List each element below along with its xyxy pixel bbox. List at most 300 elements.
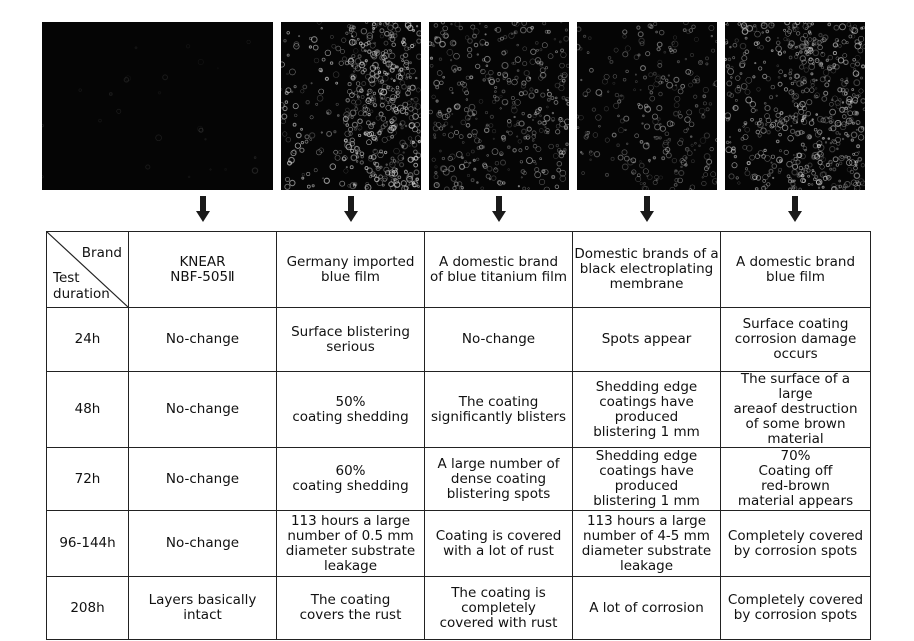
speckle: [355, 58, 361, 64]
speckle: [370, 124, 373, 127]
speckle: [851, 139, 853, 141]
speckle: [745, 168, 747, 170]
speckle: [491, 176, 496, 181]
speckle: [542, 43, 547, 48]
speckle: [863, 108, 865, 111]
speckle: [530, 59, 536, 65]
speckle: [842, 138, 844, 140]
speckle: [822, 97, 827, 102]
speckle: [791, 82, 794, 85]
speckle: [393, 160, 396, 163]
speckle: [508, 131, 512, 135]
speckle: [782, 125, 788, 131]
table-row: [47, 448, 871, 511]
speckle: [829, 102, 833, 106]
speckle: [811, 73, 813, 75]
speckle: [686, 70, 691, 75]
speckle: [345, 131, 351, 137]
speckle: [842, 40, 846, 44]
speckle: [384, 41, 388, 45]
speckle: [285, 177, 289, 181]
speckle: [485, 111, 488, 114]
speckle: [789, 72, 792, 75]
speckle: [703, 87, 708, 92]
speckle: [362, 82, 366, 86]
speckle: [806, 53, 809, 56]
speckle: [840, 24, 846, 30]
speckle: [393, 22, 396, 24]
speckle: [310, 116, 313, 119]
speckle: [794, 80, 796, 82]
speckle: [409, 145, 411, 147]
speckle: [763, 74, 767, 78]
speckle: [636, 176, 641, 181]
speckle: [771, 85, 775, 89]
speckle: [771, 155, 774, 158]
speckle: [659, 176, 662, 179]
speckle: [835, 65, 840, 70]
speckle: [520, 161, 523, 164]
speckle: [507, 78, 511, 82]
down-arrow-icon: [344, 196, 358, 224]
speckle: [327, 132, 332, 137]
speckle: [522, 81, 526, 85]
speckle: [495, 91, 497, 93]
speckle: [794, 113, 798, 117]
speckle: [295, 143, 300, 148]
speckle: [849, 105, 852, 108]
speckle: [350, 166, 353, 169]
speckle: [698, 60, 702, 64]
speckle: [293, 123, 296, 126]
speckle: [479, 23, 480, 24]
speckle: [360, 161, 363, 164]
speckle: [704, 173, 708, 177]
speckle: [679, 171, 684, 176]
speckle: [557, 162, 562, 167]
speckle: [285, 91, 288, 94]
speckle: [816, 80, 817, 81]
speckle: [539, 129, 543, 133]
speckle: [487, 155, 489, 157]
speckle: [527, 158, 533, 164]
speckle: [815, 88, 817, 90]
table-row: [47, 308, 871, 372]
speckle: [443, 125, 445, 127]
speckle: [855, 164, 857, 166]
speckle: [561, 22, 562, 23]
speckle: [667, 82, 673, 88]
speckle: [365, 22, 368, 23]
speckle: [558, 76, 562, 80]
speckle: [852, 122, 854, 124]
speckle: [852, 89, 854, 91]
speckle: [294, 86, 296, 88]
speckle: [42, 175, 43, 178]
speckle: [434, 24, 438, 28]
speckle: [660, 126, 665, 131]
speckle: [588, 37, 591, 40]
speckle: [564, 119, 569, 125]
speckle: [773, 177, 774, 178]
speckle: [334, 150, 338, 154]
speckle: [285, 101, 288, 104]
speckle: [604, 107, 608, 111]
table-row: [47, 372, 871, 448]
speckle: [830, 147, 835, 152]
speckle: [657, 106, 662, 111]
speckle: [674, 111, 679, 116]
speckle: [858, 135, 864, 141]
speckle: [582, 153, 583, 154]
speckle: [351, 155, 357, 161]
speckle: [531, 27, 534, 30]
speckle: [640, 89, 641, 90]
speckle: [302, 177, 304, 179]
speckle: [846, 160, 852, 166]
speckle: [734, 156, 736, 158]
speckle: [556, 124, 560, 128]
speckle: [712, 49, 715, 52]
speckle: [117, 109, 121, 113]
speckle: [807, 169, 810, 172]
speckle: [316, 103, 318, 105]
speckle: [441, 31, 445, 35]
speckle: [358, 134, 360, 136]
speckle: [408, 86, 410, 88]
speckle: [796, 22, 800, 25]
speckle: [615, 93, 619, 97]
speckle: [792, 180, 794, 182]
speckle: [429, 110, 433, 114]
speckle: [357, 95, 358, 96]
speckle: [765, 114, 770, 119]
speckle: [301, 141, 303, 143]
speckle: [99, 119, 102, 122]
speckle: [305, 140, 308, 143]
speckle: [285, 184, 290, 189]
speckle: [444, 34, 448, 38]
speckle: [653, 119, 659, 125]
speckle: [614, 103, 619, 108]
speckle: [776, 95, 777, 96]
speckle: [839, 162, 842, 165]
speckle: [346, 144, 352, 150]
speckle: [561, 52, 567, 58]
speckle: [548, 54, 553, 59]
speckle: [502, 99, 508, 105]
speckle: [373, 28, 375, 30]
speckle: [411, 99, 412, 100]
speckle: [404, 53, 408, 57]
speckle: [466, 153, 469, 156]
speckle: [414, 150, 418, 154]
result-cell: 60% coating shedding: [277, 448, 425, 511]
speckle: [198, 59, 203, 64]
speckle: [806, 111, 811, 116]
speckle: [789, 90, 794, 95]
speckle: [469, 104, 475, 110]
speckle: [847, 167, 852, 172]
speckle: [386, 164, 387, 165]
speckle: [528, 188, 530, 190]
speckle: [706, 108, 709, 111]
speckle: [793, 187, 795, 189]
speckle: [764, 102, 766, 104]
speckle: [650, 91, 653, 94]
speckle: [509, 33, 515, 39]
speckle: [587, 52, 589, 54]
speckle: [579, 47, 582, 50]
speckle: [820, 165, 825, 170]
speckle: [778, 52, 781, 55]
speckle: [779, 150, 781, 152]
speckle: [342, 157, 346, 161]
speckle: [830, 168, 832, 170]
speckle: [854, 166, 858, 170]
speckle: [486, 65, 488, 67]
brand-header-knear: KNEAR NBF-505Ⅱ: [129, 232, 277, 308]
speckle: [648, 85, 653, 90]
speckle: [792, 170, 797, 175]
speckle: [379, 23, 381, 25]
speckle: [540, 158, 542, 160]
speckle: [801, 45, 805, 49]
speckle: [291, 151, 296, 156]
speckle: [366, 186, 369, 189]
speckle: [641, 66, 646, 71]
speckle: [368, 113, 370, 115]
speckle: [385, 31, 390, 36]
speckle: [340, 49, 344, 53]
speckle: [764, 155, 770, 161]
result-cell: Shedding edge coatings have produced blistering 1 mm: [573, 372, 721, 448]
speckle: [706, 63, 708, 65]
speckle: [417, 39, 421, 43]
duration-cell: 208h: [47, 577, 129, 640]
speckle: [529, 93, 534, 98]
speckle: [785, 22, 790, 25]
speckle: [289, 69, 295, 75]
speckle: [730, 77, 732, 79]
speckle: [453, 186, 456, 189]
speckle: [813, 50, 819, 56]
speckle: [351, 76, 354, 79]
corner-brand-label: Brand: [81, 245, 122, 261]
speckle: [811, 23, 813, 25]
speckle: [695, 142, 697, 144]
speckle: [791, 125, 792, 126]
speckle: [808, 175, 810, 177]
speckle: [664, 51, 666, 53]
speckle: [389, 128, 390, 129]
speckle: [365, 167, 368, 170]
speckle: [566, 143, 568, 145]
speckle: [380, 35, 383, 38]
speckle: [361, 156, 363, 158]
speckle: [346, 124, 349, 127]
speckle: [643, 186, 648, 190]
speckle: [523, 62, 527, 66]
duration-cell: 48h: [47, 372, 129, 448]
speckle: [554, 101, 558, 105]
speckle: [434, 122, 437, 125]
speckle: [678, 89, 683, 94]
speckle: [556, 51, 558, 53]
speckle: [799, 109, 804, 114]
speckle: [654, 22, 657, 25]
duration-cell: 96-144h: [47, 511, 129, 577]
speckle: [644, 124, 649, 129]
speckle: [124, 78, 128, 82]
speckle: [766, 30, 769, 33]
speckle: [471, 150, 474, 153]
speckle: [810, 88, 815, 93]
speckle: [163, 75, 168, 80]
speckle: [678, 111, 680, 113]
speckle: [379, 112, 383, 116]
corner-header-cell: [47, 232, 129, 308]
speckle: [670, 187, 675, 190]
speckle: [703, 95, 706, 98]
speckle: [355, 128, 357, 130]
speckle: [843, 53, 847, 57]
speckle: [547, 89, 548, 90]
speckle: [566, 99, 567, 100]
speckle: [706, 57, 709, 60]
speckle: [789, 56, 792, 59]
speckle: [587, 89, 591, 93]
speckle: [336, 103, 338, 105]
speckle: [799, 166, 802, 169]
speckle: [485, 42, 488, 45]
speckle: [330, 35, 333, 38]
speckle: [402, 41, 405, 44]
speckle: [644, 183, 646, 185]
speckle: [552, 176, 555, 179]
speckle: [660, 123, 662, 125]
speckle: [729, 136, 731, 138]
speckle: [352, 100, 356, 104]
speckle: [396, 92, 397, 93]
speckle: [348, 83, 351, 86]
speckle: [833, 43, 837, 47]
speckle: [300, 148, 304, 152]
speckle: [763, 174, 769, 180]
result-cell: No-change: [425, 308, 573, 372]
down-arrow-icon: [788, 196, 802, 224]
speckle: [767, 131, 770, 134]
speckle: [413, 109, 418, 114]
speckle: [848, 111, 853, 116]
speckle: [694, 95, 697, 98]
speckle: [351, 149, 354, 152]
speckle: [811, 184, 813, 186]
speckle: [812, 169, 814, 171]
speckle: [544, 115, 550, 121]
speckle: [778, 76, 780, 78]
speckle: [649, 159, 651, 161]
sample-photo-4: [577, 22, 717, 190]
speckle: [470, 162, 471, 163]
speckle: [361, 95, 364, 98]
speckle: [685, 157, 686, 158]
speckle: [647, 175, 652, 180]
speckle: [386, 97, 390, 101]
speckle: [534, 135, 535, 136]
speckle: [836, 57, 839, 60]
speckle: [512, 101, 515, 104]
speckle: [740, 43, 746, 49]
speckle: [344, 139, 347, 142]
speckle: [406, 113, 408, 115]
speckle: [644, 76, 647, 79]
speckle: [388, 38, 389, 39]
speckle: [527, 127, 531, 131]
speckle: [338, 115, 340, 117]
speckle: [372, 174, 375, 177]
speckle: [755, 154, 760, 159]
speckle: [522, 22, 527, 25]
speckle: [353, 49, 358, 54]
speckle: [482, 59, 484, 61]
speckle: [440, 81, 444, 85]
speckle: [606, 173, 609, 176]
speckle: [787, 39, 789, 41]
speckle: [541, 93, 545, 97]
speckle: [674, 184, 677, 187]
speckle: [437, 71, 442, 76]
speckle: [830, 109, 836, 115]
speckle: [618, 100, 621, 103]
speckle: [674, 49, 677, 52]
speckle: [339, 61, 343, 65]
speckle: [349, 127, 353, 131]
speckle: [547, 98, 550, 101]
speckle: [618, 128, 623, 133]
speckle: [824, 91, 828, 95]
speckle: [851, 132, 857, 138]
speckle: [381, 116, 386, 121]
speckle: [611, 157, 614, 160]
speckle: [622, 164, 628, 170]
speckle: [677, 61, 679, 63]
speckle: [726, 147, 732, 153]
speckle: [404, 67, 407, 70]
speckle: [359, 150, 361, 152]
speckle: [458, 67, 461, 70]
speckle: [858, 158, 862, 162]
speckle: [468, 134, 472, 138]
speckle: [355, 105, 357, 107]
speckle: [819, 34, 822, 37]
speckle: [511, 107, 517, 113]
speckle: [522, 129, 527, 134]
speckle: [435, 166, 437, 168]
speckle: [755, 62, 756, 63]
speckle: [502, 90, 505, 93]
speckle: [614, 48, 618, 52]
speckle: [433, 126, 438, 131]
speckle: [345, 142, 351, 148]
speckle: [846, 42, 848, 44]
speckle: [531, 49, 536, 54]
speckle: [459, 26, 463, 30]
speckle: [287, 73, 289, 75]
speckle: [186, 45, 189, 48]
speckle: [373, 104, 376, 107]
speckle: [487, 166, 492, 171]
